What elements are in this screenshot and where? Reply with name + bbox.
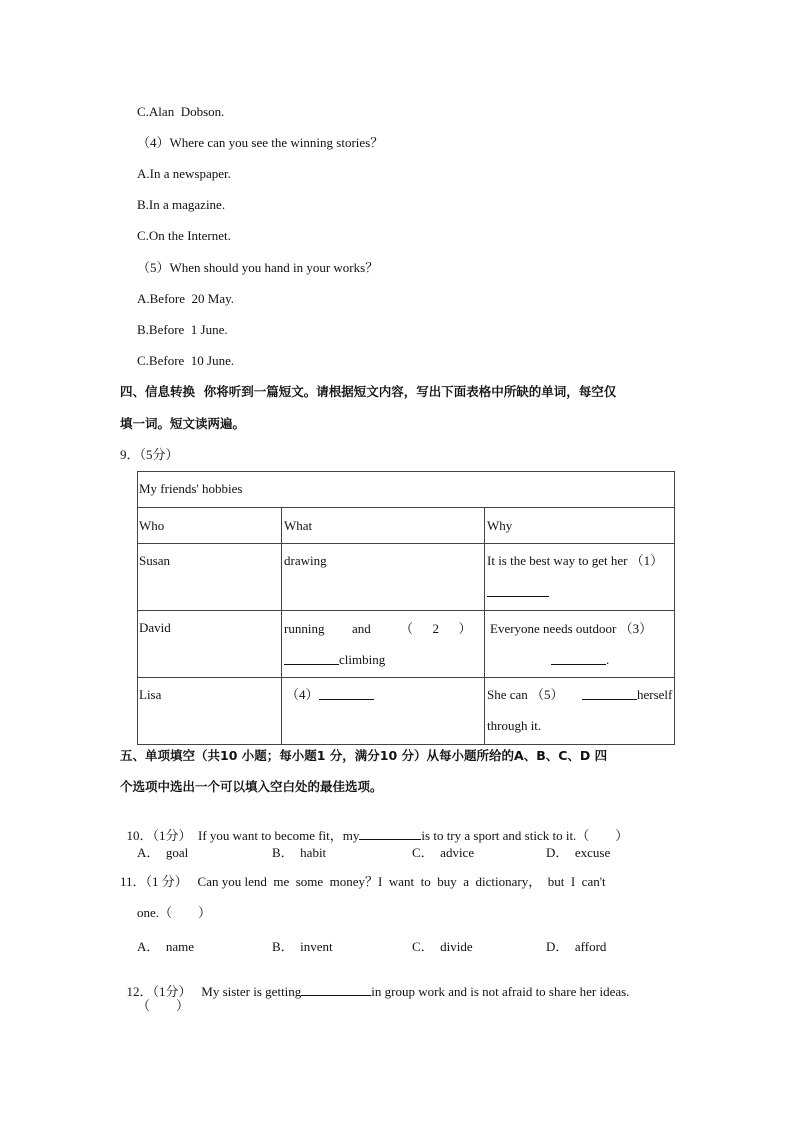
- q5-option-c: C.Before 10 June.: [137, 353, 235, 368]
- blank-4-label: （4）: [286, 687, 319, 702]
- who-david: David: [139, 620, 171, 635]
- q10-option-c[interactable]: C． advice: [412, 845, 475, 860]
- row-lisa-why: [485, 678, 675, 745]
- q12-stem: [120, 967, 629, 1000]
- section5-title-line1: 五、单项填空（共10 小题；每小题1 分，满分10 分）从每小题所给的A、B、C、D 四: [120, 748, 608, 763]
- blank-5: [582, 687, 637, 700]
- q10-option-a[interactable]: A． goal: [137, 845, 189, 860]
- hobbies-table: [137, 471, 675, 745]
- table-title-cell: [138, 472, 675, 508]
- row-david-who: [138, 611, 282, 678]
- q10-pre: If you want to become fit，my: [198, 828, 360, 843]
- q12-post: in group work and is not afraid to share her ideas.: [371, 984, 630, 999]
- row-susan-why: [485, 544, 675, 611]
- q10-stem: [120, 811, 628, 844]
- why-david-text: Everyone needs outdoor （3）: [490, 621, 653, 636]
- section4-title-line1: 四、信息转换 你将听到一篇短文。请根据短文内容，写出下面表格中所缺的单词，每空仅: [120, 384, 617, 399]
- q11-option-a[interactable]: A． name: [137, 939, 195, 954]
- row-david-why: [485, 611, 675, 678]
- table-title: My friends' hobbies: [139, 481, 243, 496]
- q10-num: 10．（1分）: [126, 828, 192, 843]
- who-lisa: Lisa: [139, 687, 162, 702]
- table-row: [138, 678, 675, 745]
- q11-stem-line2: one.（ ）: [137, 905, 212, 920]
- q4-option-a: A.In a newspaper.: [137, 166, 231, 181]
- what-and: and: [352, 621, 371, 636]
- table-row: [138, 544, 675, 611]
- q11-option-c[interactable]: C． divide: [412, 939, 473, 954]
- q12-pre: My sister is getting: [201, 984, 302, 999]
- why-david-period: .: [606, 652, 610, 667]
- blank-1: [487, 584, 549, 597]
- section4-title-line2: 填一词。短文读两遍。: [120, 416, 246, 431]
- q10-post: is to try a sport and stick to it.（ ）: [421, 828, 629, 843]
- table-row: [138, 611, 675, 678]
- what-climbing: climbing: [339, 652, 386, 667]
- q3-option-c: C.Alan Dobson.: [137, 104, 225, 119]
- row-david-what: [282, 611, 485, 678]
- row-susan-what: [282, 544, 485, 611]
- header-what-cell: [282, 508, 485, 544]
- q10-option-b[interactable]: B． habit: [272, 845, 327, 860]
- blank-4: [319, 687, 374, 700]
- q5-stem: （5）When should you hand in your works？: [137, 260, 379, 275]
- q4-option-c: C.On the Internet.: [137, 228, 231, 243]
- q4-stem: （4）Where can you see the winning stories？: [137, 135, 384, 150]
- q5-option-a: A.Before 20 May.: [137, 291, 234, 306]
- who-susan: Susan: [139, 553, 171, 568]
- section5-title-line2: 个选项中选出一个可以填入空白处的最佳选项。: [120, 779, 383, 794]
- what-running: running: [284, 621, 325, 636]
- row-lisa-who: [138, 678, 282, 745]
- q10-blank: [359, 827, 421, 840]
- blank-2: [284, 652, 339, 665]
- q11-option-d[interactable]: D． afford: [546, 939, 607, 954]
- header-who: Who: [139, 518, 165, 533]
- row-susan-who: [138, 544, 282, 611]
- why-lisa-text: She can （5）: [487, 687, 564, 702]
- q11-option-b[interactable]: B． invent: [272, 939, 333, 954]
- q12-blank: [301, 983, 371, 996]
- why-susan-text: It is the best way to get her （1）: [487, 553, 664, 568]
- why-lisa-herself: herself: [637, 687, 673, 702]
- header-why: Why: [487, 518, 513, 533]
- q12-paren: （ ）: [137, 998, 190, 1013]
- blank-2-label: （ 2 ）: [400, 621, 472, 636]
- header-why-cell: [485, 508, 675, 544]
- q9-label: 9．（5分）: [120, 447, 179, 462]
- q12-num: 12．（1分）: [126, 984, 192, 999]
- q11-stem-line1: 11．（1 分） Can you lend me some money？I want to buy a dictionary， but I can't: [120, 874, 606, 889]
- why-lisa-end: through it.: [487, 718, 542, 733]
- what-drawing: drawing: [284, 553, 327, 568]
- header-what: What: [284, 518, 313, 533]
- blank-3: [551, 652, 606, 665]
- q10-option-d[interactable]: D． excuse: [546, 845, 611, 860]
- row-lisa-what: [282, 678, 485, 745]
- header-who-cell: [138, 508, 282, 544]
- q5-option-b: B.Before 1 June.: [137, 322, 228, 337]
- q4-option-b: B.In a magazine.: [137, 197, 226, 212]
